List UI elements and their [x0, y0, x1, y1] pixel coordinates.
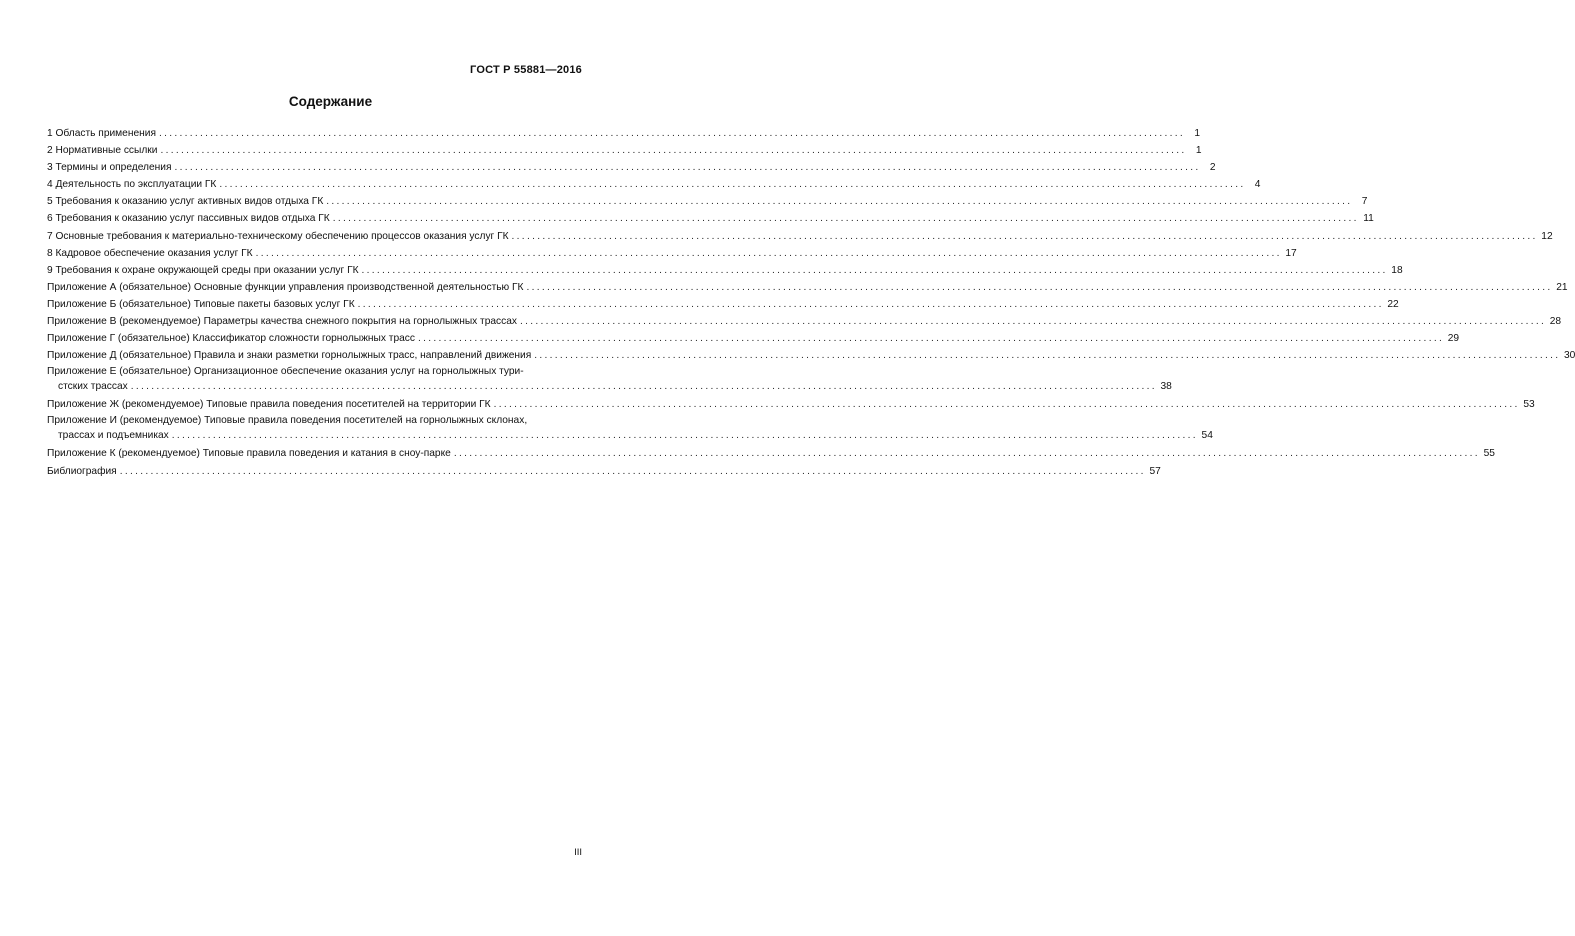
leader-dots: ........................................................................................................................................................................................................ [511, 230, 1538, 242]
toc-entry-page: 12 [1541, 230, 1553, 242]
toc-entry-label: 9 Требования к охране окружающей среды при оказании услуг ГК [47, 264, 359, 276]
page-number: III [574, 847, 582, 858]
toc-entry[interactable] [47, 159, 1216, 176]
leader-dots: ........................................................................................................................................................................................................ [453, 448, 1480, 460]
toc-entry[interactable] [47, 396, 1535, 413]
leader-dots: ........................................................................................................................................................................................................ [326, 196, 1353, 208]
leader-dots: ........................................................................................................................................................................................................ [219, 179, 1246, 191]
toc-entry[interactable] [47, 330, 1460, 347]
toc-entry-label: Приложение Д (обязательное) Правила и знаки разметки горнолыжных трасс, направлений движения [47, 350, 532, 362]
table-of-contents [47, 125, 1575, 480]
toc-entry-label-continuation: трассах и подъемниках [58, 430, 169, 442]
leader-dots: ........................................................................................................................................................................................................ [357, 298, 1384, 310]
page-title: Содержание [288, 94, 373, 109]
toc-entry-label: 7 Основные требования к материально-техническому обеспечению процессов оказания услуг ГК [47, 230, 509, 242]
toc-entry-page: 28 [1549, 316, 1562, 328]
leader-dots: ........................................................................................................................................................................................................ [130, 381, 1157, 393]
toc-entry-label: Приложение В (рекомендуемое) Параметры качества снежного покрытия на горнолыжных трассах [47, 316, 518, 328]
leader-dots: ........................................................................................................................................................................................................ [255, 247, 1282, 259]
document-standard-header: ГОСТ Р 55881—2016 [470, 64, 582, 76]
toc-entry[interactable] [47, 445, 1495, 462]
toc-entry[interactable] [47, 210, 1374, 227]
toc-entry-label: 2 Нормативные ссылки [47, 145, 158, 157]
toc-entry-page: 1 [1195, 145, 1202, 157]
toc-entry-page: 7 [1361, 196, 1368, 208]
toc-entry[interactable] [47, 262, 1403, 279]
toc-entry[interactable] [47, 364, 1172, 394]
toc-entry-label: Приложение Е (обязательное) Организационное обеспечение оказания услуг на горнолыжных тури- [47, 366, 524, 378]
toc-entry[interactable] [47, 313, 1562, 330]
toc-entry-page: 17 [1285, 247, 1297, 259]
toc-entry-page: 55 [1483, 448, 1495, 460]
toc-entry-page: 38 [1160, 381, 1172, 393]
toc-entry[interactable] [47, 413, 1213, 443]
toc-entry-label: Библиография [47, 465, 117, 477]
toc-entry-label-continuation: стских трассах [58, 381, 128, 393]
leader-dots: ........................................................................................................................................................................................................ [534, 350, 1561, 362]
toc-entry-label: 3 Термины и определения [47, 162, 172, 174]
toc-entry[interactable] [47, 245, 1297, 262]
leader-dots: ........................................................................................................................................................................................................ [361, 264, 1388, 276]
leader-dots: ........................................................................................................................................................................................................ [119, 465, 1146, 477]
toc-entry-page: 30 [1564, 350, 1575, 362]
toc-entry-page: 53 [1523, 399, 1535, 411]
toc-entry-label: 4 Деятельность по эксплуатации ГК [47, 179, 217, 191]
toc-entry-page: 54 [1201, 430, 1213, 442]
toc-entry-page: 22 [1387, 298, 1399, 310]
toc-entry-page: 21 [1556, 281, 1568, 293]
leader-dots: ........................................................................................................................................................................................................ [160, 145, 1187, 157]
leader-dots: ........................................................................................................................................................................................................ [171, 430, 1198, 442]
toc-entry[interactable] [47, 125, 1201, 142]
leader-dots: ........................................................................................................................................................................................................ [332, 213, 1359, 225]
toc-entry-label: Приложение Г (обязательное) Классификатор сложности горнолыжных трасс [47, 333, 415, 345]
toc-entry-label: Приложение К (рекомендуемое) Типовые правила поведения и катания в сноу-парке [47, 448, 451, 460]
leader-dots: ........................................................................................................................................................................................................ [418, 333, 1445, 345]
toc-entry[interactable] [47, 176, 1261, 193]
toc-entry-label: Приложение А (обязательное) Основные функции управления производственной деятельностью ГК [47, 281, 524, 293]
leader-dots: ........................................................................................................................................................................................................ [526, 281, 1553, 293]
toc-entry-label: Приложение Ж (рекомендуемое) Типовые правила поведения посетителей на территории ГК [47, 399, 491, 411]
toc-entry-label: 5 Требования к оказанию услуг активных видов отдыха ГК [47, 196, 324, 208]
leader-dots: ........................................................................................................................................................................................................ [520, 316, 1547, 328]
toc-entry-label: Приложение И (рекомендуемое) Типовые правила поведения посетителей на горнолыжных склонах, [47, 415, 528, 427]
toc-entry-page: 57 [1149, 465, 1161, 477]
toc-entry-page: 29 [1447, 333, 1460, 345]
toc-entry-label: 1 Область применения [47, 128, 156, 139]
leader-dots: ........................................................................................................................................................................................................ [158, 128, 1186, 139]
toc-entry[interactable] [47, 279, 1568, 296]
toc-entry[interactable] [47, 296, 1399, 313]
toc-entry-label: Приложение Б (обязательное) Типовые пакеты базовых услуг ГК [47, 298, 355, 310]
toc-entry-label: 8 Кадровое обеспечение оказания услуг ГК [47, 247, 253, 259]
toc-entry-page: 4 [1254, 179, 1261, 191]
toc-entry[interactable] [47, 193, 1368, 210]
toc-entry-label: 6 Требования к оказанию услуг пассивных видов отдыха ГК [47, 213, 330, 225]
leader-dots: ........................................................................................................................................................................................................ [174, 162, 1201, 174]
toc-entry-page: 11 [1363, 213, 1374, 225]
toc-entry-page: 2 [1209, 162, 1216, 174]
toc-entry[interactable] [47, 228, 1553, 245]
toc-entry-page: 1 [1194, 128, 1201, 139]
toc-entry[interactable] [47, 347, 1575, 364]
toc-entry[interactable] [47, 463, 1161, 480]
leader-dots: ........................................................................................................................................................................................................ [493, 399, 1520, 411]
toc-entry[interactable] [47, 142, 1202, 159]
toc-entry-page: 18 [1391, 264, 1403, 276]
